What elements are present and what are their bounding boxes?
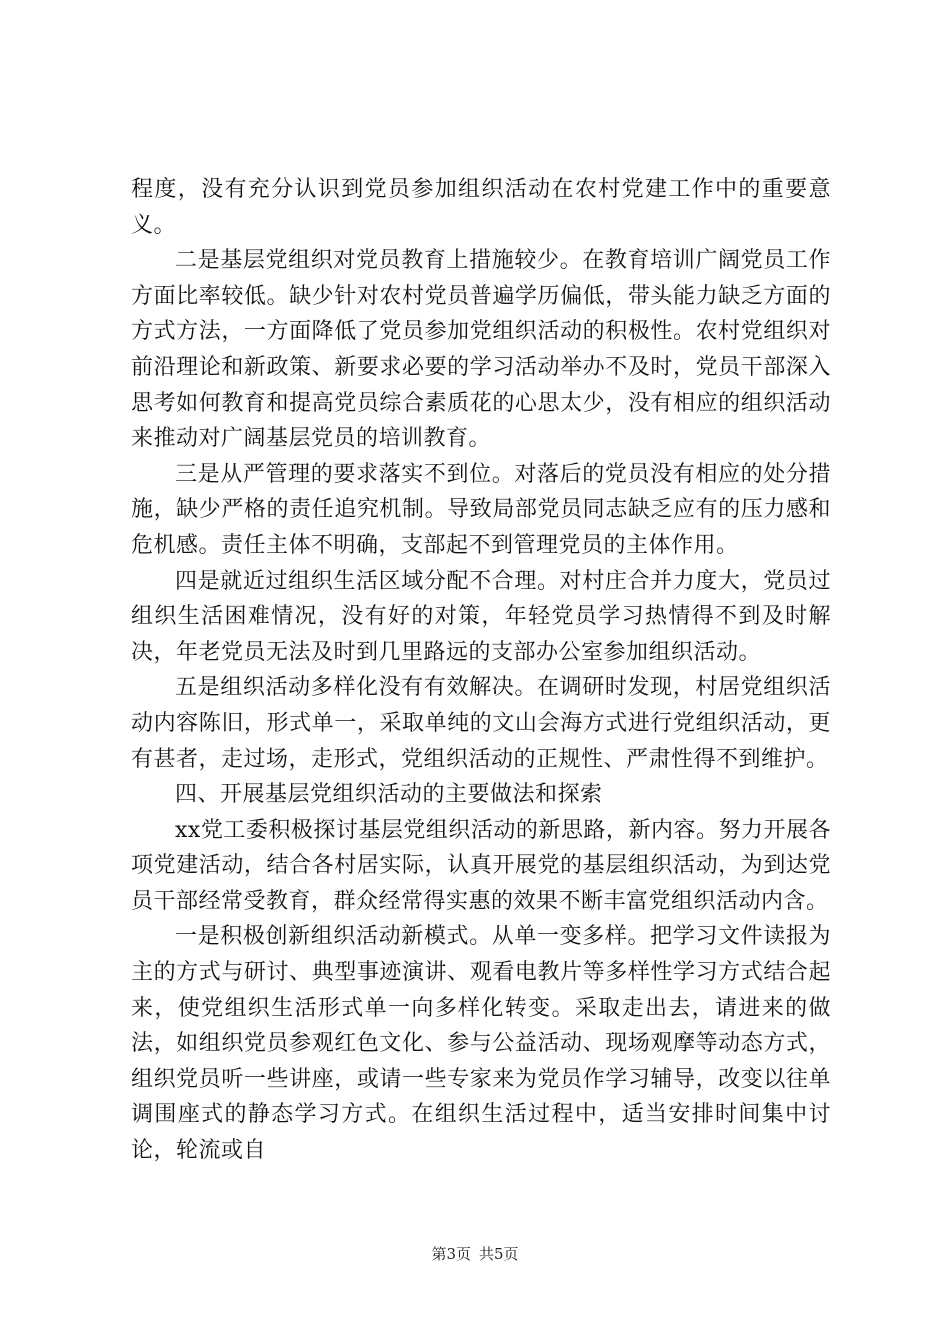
paragraph-point-five: 五是组织活动多样化没有有效解决。在调研时发现，村居党组织活动内容陈旧，形式单一，采取单纯的文山会海方式进行党组织活动，更有甚者，走过场，走形式，党组织活动的正规性、严肃性得不到维护。 xyxy=(131,675,831,772)
paragraph-point-two: 二是基层党组织对党员教育上措施较少。在教育培训广阔党员工作方面比率较低。缺少针对农村党员普遍学历偏低，带头能力缺乏方面的方式方法，一方面降低了党员参加党组织活动的积极性。农村党组织对前沿理论和新政策、新要求必要的学习活动举办不及时，党员干部深入思考如何教育和提高党员综合素质花的心思太少，没有相应的组织活动来推动对广阔基层党员的培训教育。 xyxy=(131,248,831,452)
section-heading: 四、开展基层党组织活动的主要做法和探索 xyxy=(175,782,603,808)
paragraph-section-intro: xx党工委积极探讨基层党组织活动的新思路，新内容。努力开展各项党建活动，结合各村居实际，认真开展党的基层组织活动，为到达党员干部经常受教育，群众经常得实惠的效果不断丰富党组织活动内含。 xyxy=(131,817,831,914)
paragraph-point-three: 三是从严管理的要求落实不到位。对落后的党员没有相应的处分措施，缺少严格的责任追究机制。导致局部党员同志缺乏应有的压力感和危机感。责任主体不明确，支部起不到管理党员的主体作用。 xyxy=(131,461,831,558)
paragraph-measure-one: 一是积极创新组织活动新模式。从单一变多样。把学习文件读报为主的方式与研讨、典型事迹演讲、观看电教片等多样性学习方式结合起来，使党组织生活形式单一向多样化转变。采取走出去，请进来的做法，如组织党员参观红色文化、参与公益活动、现场观摩等动态方式，组织党员听一些讲座，或请一些专家来为党员作学习辅导，改变以往单调围座式的静态学习方式。在组织生活过程中，适当安排时间集中讨论，轮流或自 xyxy=(131,924,831,1164)
page-number: 第3页 xyxy=(431,1245,471,1263)
page-footer xyxy=(0,1244,950,1264)
paragraph-point-four: 四是就近过组织生活区域分配不合理。对村庄合并力度大，党员过组织生活困难情况，没有好的对策，年轻党员学习热情得不到及时解决，年老党员无法及时到几里路远的支部办公室参加组织活动。 xyxy=(131,568,831,665)
page-total: 共5页 xyxy=(479,1245,519,1263)
paragraph-continuation: 程度，没有充分认识到党员参加组织活动在农村党建工作中的重要意义。 xyxy=(131,177,831,238)
document-body xyxy=(131,172,831,1169)
